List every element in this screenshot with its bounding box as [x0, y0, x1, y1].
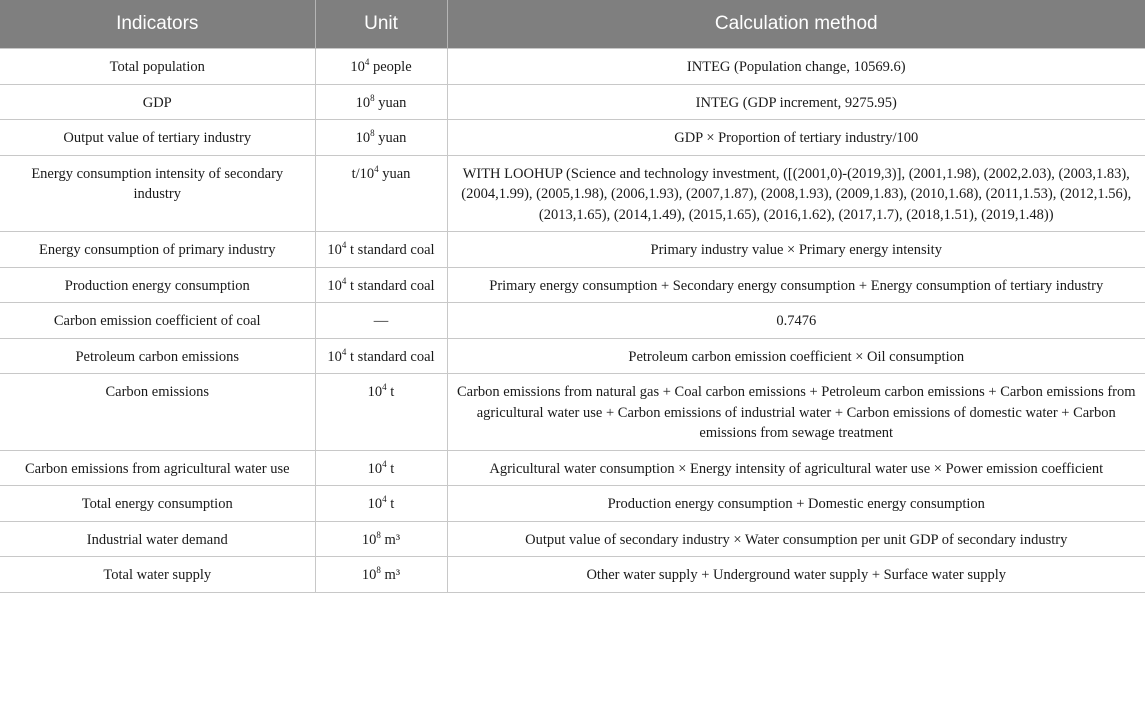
unit-cell — [315, 49, 447, 85]
unit-rest: m³ — [380, 567, 401, 583]
indicator-cell: Output value of tertiary industry — [0, 120, 315, 156]
method-cell: INTEG (Population change, 10569.6) — [447, 49, 1145, 85]
indicator-cell: Industrial water demand — [0, 521, 315, 557]
unit-rest: yuan — [374, 94, 407, 111]
table-row — [0, 338, 1145, 374]
indicator-cell: Carbon emissions from agricultural water use — [0, 450, 315, 486]
indicator-cell: Total energy consumption — [0, 486, 315, 522]
method-cell: INTEG (GDP increment, 9275.95) — [447, 84, 1145, 120]
unit-cell — [315, 521, 447, 557]
unit-rest: t standard coal — [346, 277, 435, 294]
unit-base: t/10 — [351, 165, 375, 182]
unit-base: 10 — [367, 496, 383, 512]
indicator-cell: Energy consumption of primary industry — [0, 232, 315, 268]
unit-rest: t — [386, 496, 395, 512]
unit-cell — [315, 374, 447, 451]
table-row — [0, 374, 1145, 451]
method-cell: GDP × Proportion of tertiary industry/100 — [447, 120, 1145, 156]
table-row — [0, 267, 1145, 303]
table-row — [0, 450, 1145, 486]
unit-base: 10 — [367, 460, 383, 477]
unit-exponent: 8 — [370, 128, 375, 138]
unit-exponent: 4 — [364, 57, 370, 67]
unit-exponent: 8 — [370, 92, 375, 103]
table-row — [0, 84, 1145, 120]
unit-rest: m³ — [380, 531, 401, 548]
table-row — [0, 120, 1145, 156]
unit-exponent: 8 — [376, 565, 381, 575]
unit-rest: t — [386, 384, 395, 400]
indicator-cell: Carbon emissions — [0, 374, 315, 451]
table-row — [0, 486, 1145, 522]
unit-base: 10 — [327, 348, 342, 365]
indicator-cell: Petroleum carbon emissions — [0, 338, 315, 374]
table-row — [0, 557, 1145, 593]
header-unit: Unit — [315, 0, 447, 49]
unit-base: 10 — [327, 242, 342, 258]
unit-exponent: 4 — [382, 382, 387, 392]
unit-rest: t standard coal — [346, 242, 435, 258]
unit-cell — [315, 557, 447, 593]
method-cell: Carbon emissions from natural gas + Coal carbon emissions + Petroleum carbon emissions + Carbon emissions from agricultural water use + Carbon emissions of industrial water + Carbon emissions of domestic water + Carbon emissions from sewage treatment — [447, 374, 1145, 451]
unit-rest: yuan — [374, 130, 407, 146]
unit-base: — — [373, 313, 389, 329]
unit-base: 10 — [367, 384, 383, 400]
method-cell: Primary energy consumption + Secondary energy consumption + Energy consumption of tertiary industry — [447, 267, 1145, 303]
unit-base: 10 — [361, 531, 377, 548]
indicator-cell: Carbon emission coefficient of coal — [0, 303, 315, 339]
table-row — [0, 232, 1145, 268]
unit-rest: people — [369, 59, 412, 75]
indicator-cell: Production energy consumption — [0, 267, 315, 303]
unit-base: 10 — [355, 130, 371, 146]
method-cell: Agricultural water consumption × Energy intensity of agricultural water use × Power emission coefficient — [447, 450, 1145, 486]
indicator-cell: Total population — [0, 49, 315, 85]
unit-cell — [315, 486, 447, 522]
method-cell: Production energy consumption + Domestic energy consumption — [447, 486, 1145, 522]
header-indicators: Indicators — [0, 0, 315, 49]
unit-exponent: 4 — [382, 494, 387, 504]
header-row — [0, 0, 1145, 49]
unit-rest: t standard coal — [346, 348, 435, 365]
unit-exponent: 4 — [374, 163, 379, 174]
table-row — [0, 155, 1145, 232]
unit-base: 10 — [350, 59, 365, 75]
method-cell: Petroleum carbon emission coefficient × Oil consumption — [447, 338, 1145, 374]
unit-rest: yuan — [378, 165, 411, 182]
unit-exponent: 4 — [341, 346, 347, 357]
unit-base: 10 — [327, 277, 342, 294]
method-cell: 0.7476 — [447, 303, 1145, 339]
unit-rest: t — [386, 460, 395, 477]
indicator-cell: GDP — [0, 84, 315, 120]
indicator-cell: Total water supply — [0, 557, 315, 593]
unit-cell — [315, 84, 447, 120]
method-cell: Other water supply + Underground water supply + Surface water supply — [447, 557, 1145, 593]
unit-cell — [315, 120, 447, 156]
header-calculation-method: Calculation method — [447, 0, 1145, 49]
unit-exponent: 4 — [341, 275, 347, 286]
method-cell: Primary industry value × Primary energy intensity — [447, 232, 1145, 268]
table-row — [0, 303, 1145, 339]
unit-cell — [315, 338, 447, 374]
table-row — [0, 49, 1145, 85]
method-cell: WITH LOOHUP (Science and technology investment, ([(2001,0)-(2019,3)], (2001,1.98), (2002,2.03), (2003,1.83), (2004,1.99), (2005,1.98), (2006,1.93), (2007,1.87), (2008,1.93), (2009,1.83), (2010,1.68), (2011,1.53), (2012,1.56), (2013,1.65), (2014,1.49), (2015,1.65), (2016,1.62), (2017,1.7), (2018,1.51), (2019,1.48)) — [447, 155, 1145, 232]
unit-cell — [315, 303, 447, 339]
method-cell: Output value of secondary industry × Water consumption per unit GDP of secondary industry — [447, 521, 1145, 557]
unit-cell — [315, 232, 447, 268]
indicator-cell: Energy consumption intensity of secondary industry — [0, 155, 315, 232]
unit-cell — [315, 450, 447, 486]
table-row — [0, 521, 1145, 557]
unit-exponent: 8 — [376, 529, 381, 540]
unit-cell — [315, 155, 447, 232]
unit-exponent: 4 — [382, 458, 387, 469]
unit-base: 10 — [355, 94, 371, 111]
unit-exponent: 4 — [341, 240, 347, 250]
unit-cell — [315, 267, 447, 303]
unit-base: 10 — [361, 567, 377, 583]
